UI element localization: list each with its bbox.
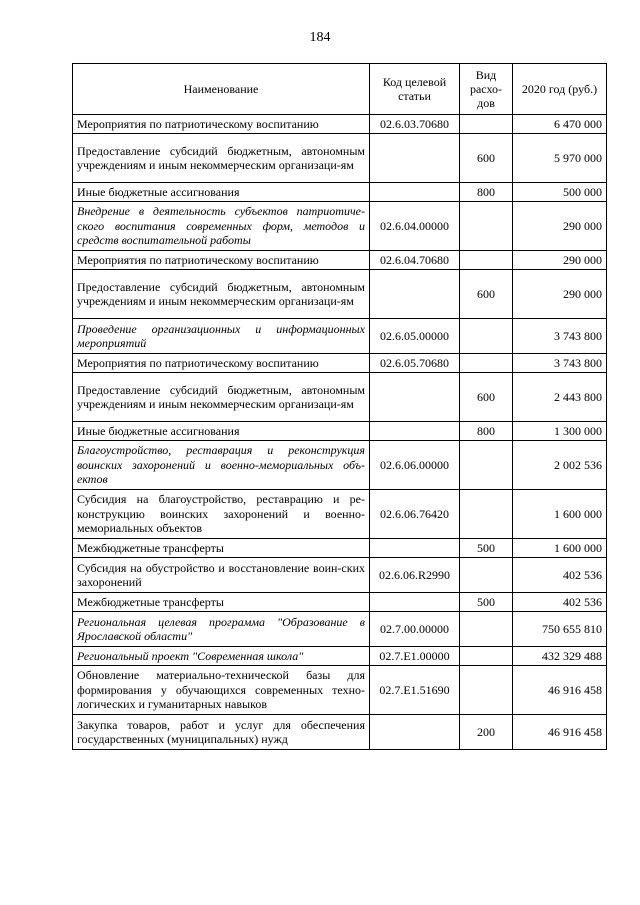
row-amount-cell: 46 916 458 [513, 666, 607, 715]
row-amount-cell: 290 000 [513, 202, 607, 251]
row-amount-cell: 290 000 [513, 270, 607, 319]
row-kind-cell [460, 647, 513, 666]
table-row [73, 270, 607, 319]
row-kind-cell: 600 [460, 373, 513, 422]
row-code-cell: 02.6.06.76420 [370, 490, 460, 539]
table-row [73, 593, 607, 612]
header-name: Наименование [73, 64, 370, 115]
row-name-cell: Межбюджетные трансферты [73, 539, 370, 558]
budget-table [72, 63, 607, 750]
row-kind-cell [460, 251, 513, 270]
row-kind-cell: 500 [460, 593, 513, 612]
row-name-cell: Обновление материально-технической базы для формирования у обучающихся современных техно-логических и гуманитарных навыков [73, 666, 370, 715]
row-code-cell: 02.6.06.00000 [370, 441, 460, 490]
table-row [73, 647, 607, 666]
row-kind-cell [460, 490, 513, 539]
row-name-cell: Мероприятия по патриотическому воспитанию [73, 354, 370, 373]
table-row [73, 715, 607, 750]
table-row [73, 558, 607, 593]
row-name-cell: Иные бюджетные ассигнования [73, 422, 370, 441]
row-amount-cell: 1 600 000 [513, 539, 607, 558]
row-name-cell: Проведение организационных и информационных мероприятий [73, 319, 370, 354]
row-code-cell [370, 539, 460, 558]
row-kind-cell [460, 319, 513, 354]
row-name-cell: Мероприятия по патриотическому воспитанию [73, 251, 370, 270]
table-row [73, 354, 607, 373]
row-code-cell: 02.6.04.00000 [370, 202, 460, 251]
row-name-cell: Региональный проект "Современная школа" [73, 647, 370, 666]
table-row [73, 612, 607, 647]
row-code-cell: 02.7.E1.51690 [370, 666, 460, 715]
header-amount: 2020 год (руб.) [513, 64, 607, 115]
table-body [73, 115, 607, 750]
row-amount-cell: 750 655 810 [513, 612, 607, 647]
row-amount-cell: 1 300 000 [513, 422, 607, 441]
table-row [73, 441, 607, 490]
row-kind-cell [460, 441, 513, 490]
row-name-cell: Иные бюджетные ассигнования [73, 183, 370, 202]
row-kind-cell [460, 666, 513, 715]
row-name-cell: Внедрение в деятельность субъектов патриотиче-ского воспитания современных форм, методов и средств воспитательной работы [73, 202, 370, 251]
row-amount-cell: 500 000 [513, 183, 607, 202]
row-kind-cell: 800 [460, 183, 513, 202]
page-number: 184 [309, 30, 331, 45]
row-code-cell [370, 134, 460, 183]
row-code-cell: 02.6.05.70680 [370, 354, 460, 373]
row-code-cell [370, 183, 460, 202]
table-row [73, 666, 607, 715]
row-kind-cell [460, 115, 513, 134]
row-kind-cell: 500 [460, 539, 513, 558]
row-amount-cell: 1 600 000 [513, 490, 607, 539]
row-kind-cell [460, 202, 513, 251]
row-name-cell: Региональная целевая программа "Образование в Ярославской области" [73, 612, 370, 647]
row-kind-cell: 200 [460, 715, 513, 750]
table-row [73, 251, 607, 270]
row-code-cell [370, 270, 460, 319]
table-row [73, 115, 607, 134]
row-name-cell: Субсидия на обустройство и восстановление воин-ских захоронений [73, 558, 370, 593]
table-row [73, 134, 607, 183]
row-amount-cell: 290 000 [513, 251, 607, 270]
table-row [73, 319, 607, 354]
table-row [73, 373, 607, 422]
row-amount-cell: 46 916 458 [513, 715, 607, 750]
row-name-cell: Предоставление субсидий бюджетным, автономным учреждениям и иным некоммерческим организаци-ям [73, 134, 370, 183]
row-amount-cell: 3 743 800 [513, 319, 607, 354]
row-code-cell [370, 593, 460, 612]
row-kind-cell: 600 [460, 134, 513, 183]
row-name-cell: Благоустройство, реставрация и реконструкция воинских захоронений и военно-мемориальных объ-ектов [73, 441, 370, 490]
row-amount-cell: 5 970 000 [513, 134, 607, 183]
table-row [73, 490, 607, 539]
row-amount-cell: 3 743 800 [513, 354, 607, 373]
row-kind-cell: 600 [460, 270, 513, 319]
row-code-cell: 02.6.03.70680 [370, 115, 460, 134]
row-code-cell [370, 715, 460, 750]
row-kind-cell [460, 612, 513, 647]
row-kind-cell [460, 354, 513, 373]
row-kind-cell [460, 558, 513, 593]
row-amount-cell: 402 536 [513, 593, 607, 612]
row-kind-cell: 800 [460, 422, 513, 441]
row-code-cell [370, 422, 460, 441]
row-code-cell: 02.7.00.00000 [370, 612, 460, 647]
row-amount-cell: 432 329 488 [513, 647, 607, 666]
row-name-cell: Межбюджетные трансферты [73, 593, 370, 612]
row-code-cell: 02.6.05.00000 [370, 319, 460, 354]
row-code-cell: 02.6.04.70680 [370, 251, 460, 270]
header-code: Код целевой статьи [370, 64, 460, 115]
table-row [73, 422, 607, 441]
row-name-cell: Мероприятия по патриотическому воспитанию [73, 115, 370, 134]
row-code-cell: 02.6.06.R2990 [370, 558, 460, 593]
row-name-cell: Закупка товаров, работ и услуг для обеспечения государственных (муниципальных) нужд [73, 715, 370, 750]
row-amount-cell: 402 536 [513, 558, 607, 593]
table-row [73, 202, 607, 251]
row-code-cell [370, 373, 460, 422]
row-amount-cell: 6 470 000 [513, 115, 607, 134]
table-row [73, 183, 607, 202]
row-name-cell: Субсидия на благоустройство, реставрацию и ре-конструкцию воинских захоронений и военно-мемориальных объектов [73, 490, 370, 539]
row-code-cell: 02.7.E1.00000 [370, 647, 460, 666]
header-kind: Вид расхо-дов [460, 64, 513, 115]
row-amount-cell: 2 002 536 [513, 441, 607, 490]
row-amount-cell: 2 443 800 [513, 373, 607, 422]
row-name-cell: Предоставление субсидий бюджетным, автономным учреждениям и иным некоммерческим организаци-ям [73, 373, 370, 422]
table-header-row [73, 64, 607, 115]
table-row [73, 539, 607, 558]
row-name-cell: Предоставление субсидий бюджетным, автономным учреждениям и иным некоммерческим организаци-ям [73, 270, 370, 319]
